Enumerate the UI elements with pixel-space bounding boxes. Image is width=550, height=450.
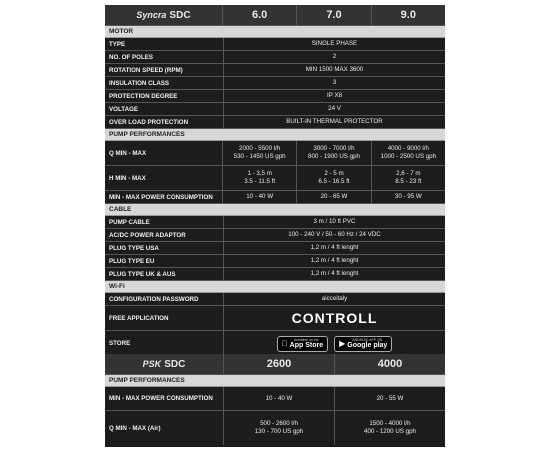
row-value: 3 — [332, 79, 337, 86]
cell: 20 - 65 W — [297, 191, 371, 203]
model-2600-header: 2600 — [224, 354, 335, 374]
section-pump: PUMP PERFORMANCES — [105, 129, 445, 141]
cell-line: 6.5 - 16.5 ft — [318, 178, 350, 185]
store-badges — [224, 331, 445, 356]
cell-line: 1 - 3,5 m — [247, 170, 272, 177]
row-label: ROTATION SPEED (RPM) — [105, 64, 224, 76]
row-value: 1,2 m / 4 ft lenght — [310, 270, 359, 277]
model-6-header: 6.0 — [223, 5, 297, 25]
cell — [297, 141, 371, 165]
password-value: aicceitaly — [321, 295, 348, 302]
row-label: OVER LOAD PROTECTION — [105, 116, 224, 128]
row-label: Q MIN - MAX — [105, 141, 223, 165]
row-label: MIN - MAX POWER CONSUMPTION — [105, 387, 224, 410]
google-play-button[interactable] — [334, 336, 392, 352]
cell-line: 4000 - 9000 l/h — [387, 145, 429, 152]
syncra-spec-table — [105, 5, 445, 356]
row-value: 2 — [332, 53, 337, 60]
cell-line: 8.5 - 23 ft — [395, 178, 422, 185]
table-row — [105, 191, 445, 204]
cell-line: 2000 - 5500 l/h — [239, 145, 281, 152]
row-label: VOLTAGE — [105, 103, 224, 115]
brand-suffix: SDC — [169, 9, 191, 21]
app-store-button[interactable] — [277, 336, 328, 352]
cell-line: 800 - 1900 US gph — [308, 153, 360, 160]
brand-cell — [105, 5, 223, 25]
row-label: TYPE — [105, 38, 224, 50]
table-row — [105, 242, 445, 255]
cell: 10 - 40 W — [224, 387, 335, 410]
psk-section-pump: PUMP PERFORMANCES — [105, 375, 445, 387]
cell-line: 2 - 5 m — [324, 170, 344, 177]
cell — [223, 141, 297, 165]
row-label: INSULATION CLASS — [105, 77, 224, 89]
row-value: 24 V — [328, 105, 341, 112]
table-row — [105, 77, 445, 90]
cell — [224, 411, 335, 445]
row-label: Q MIN - MAX (Air) — [105, 411, 224, 445]
row-value: IP X8 — [326, 92, 343, 99]
appstore-text: App Store — [286, 341, 321, 349]
controll-logo — [224, 306, 445, 330]
row-value: 3 m / 10 ft PVC — [313, 218, 356, 225]
row-label: H MIN - MAX — [105, 166, 223, 190]
row-label: PLUG TYPE USA — [105, 242, 224, 254]
appstore-small-text: Available on the — [290, 337, 316, 342]
table-row — [105, 331, 445, 356]
cell-line: 530 - 1450 US gph — [233, 153, 286, 160]
table-row — [105, 166, 445, 191]
section-wifi: Wi-Fi — [105, 281, 445, 293]
row-value: MIN 1500 MAX 3600 — [305, 66, 364, 73]
table-row — [105, 387, 445, 411]
cell-line: 1500 - 4000 l/h — [369, 420, 411, 427]
row-label: PLUG TYPE EU — [105, 255, 224, 267]
row-label: NO. OF POLES — [105, 51, 224, 63]
cell — [372, 141, 445, 165]
table-row — [105, 141, 445, 166]
table-row — [105, 64, 445, 77]
row-value: SINGLE PHASE — [311, 40, 358, 47]
cell-line: 3000 - 7000 l/h — [313, 145, 355, 152]
psk-header — [105, 354, 445, 375]
cell — [297, 166, 371, 190]
psk-brand-suffix: SDC — [164, 358, 186, 370]
table-row — [105, 103, 445, 116]
table-row — [105, 90, 445, 103]
table-row — [105, 293, 445, 306]
psk-brand-name: PSK — [142, 359, 162, 369]
row-value: 100 - 240 V / 50 - 60 Hz / 24 VDC — [288, 231, 381, 238]
apple-icon — [282, 340, 288, 348]
table-row — [105, 255, 445, 268]
cell — [372, 166, 445, 190]
table-row — [105, 216, 445, 229]
cell: 30 - 95 W — [394, 193, 422, 200]
cell-line: 2,6 - 7 m — [396, 170, 421, 177]
model-7-header: 7.0 — [297, 5, 371, 25]
brand-name: Syncra — [136, 10, 167, 20]
cell: 10 - 40 W — [223, 191, 297, 203]
row-label: PROTECTION DEGREE — [105, 90, 224, 102]
row-value: 1,2 m / 4 ft lenght — [310, 257, 359, 264]
psk-spec-table — [105, 354, 445, 447]
play-icon: ▶ — [336, 338, 343, 348]
table-row — [105, 229, 445, 242]
cell: 20 - 55 W — [376, 394, 404, 402]
cell-line: 500 - 2600 l/h — [260, 420, 298, 427]
table-header — [105, 5, 445, 26]
row-label: CONFIGURATION PASSWORD — [105, 293, 224, 305]
section-motor: MOTOR — [105, 26, 445, 38]
table-row — [105, 306, 445, 331]
row-label: PUMP CABLE — [105, 216, 224, 228]
section-cable: CABLE — [105, 204, 445, 216]
table-row — [105, 38, 445, 51]
row-label: FREE APPLICATION — [105, 306, 224, 330]
table-row — [105, 268, 445, 281]
row-value: 1,2 m / 4 ft lenght — [310, 244, 359, 251]
cell-line: 1000 - 2500 US gph — [380, 153, 437, 160]
psk-brand-cell — [105, 354, 224, 374]
app-logo-text: CONTROLL — [291, 310, 378, 326]
cell-line: 3.5 - 11.5 ft — [244, 178, 276, 185]
model-9-header: 9.0 — [400, 9, 416, 21]
row-label: AC/DC POWER ADAPTOR — [105, 229, 224, 241]
gplay-text: Google play — [344, 341, 385, 349]
row-label: PLUG TYPE UK & AUS — [105, 268, 224, 280]
row-value: BUILT-IN THERMAL PROTECTOR — [286, 118, 383, 125]
table-row — [105, 116, 445, 129]
cell-line: 400 - 1200 US gph — [364, 428, 416, 435]
row-label: STORE — [105, 331, 224, 356]
table-row — [105, 411, 445, 445]
row-label: MIN - MAX POWER CONSUMPTION — [105, 191, 223, 203]
cell — [223, 166, 297, 190]
gplay-small-text: ANDROID APP ON — [349, 337, 380, 342]
cell — [335, 411, 445, 445]
table-row — [105, 51, 445, 64]
model-4000-header: 4000 — [377, 358, 403, 370]
cell-line: 130 - 700 US gph — [254, 428, 304, 435]
